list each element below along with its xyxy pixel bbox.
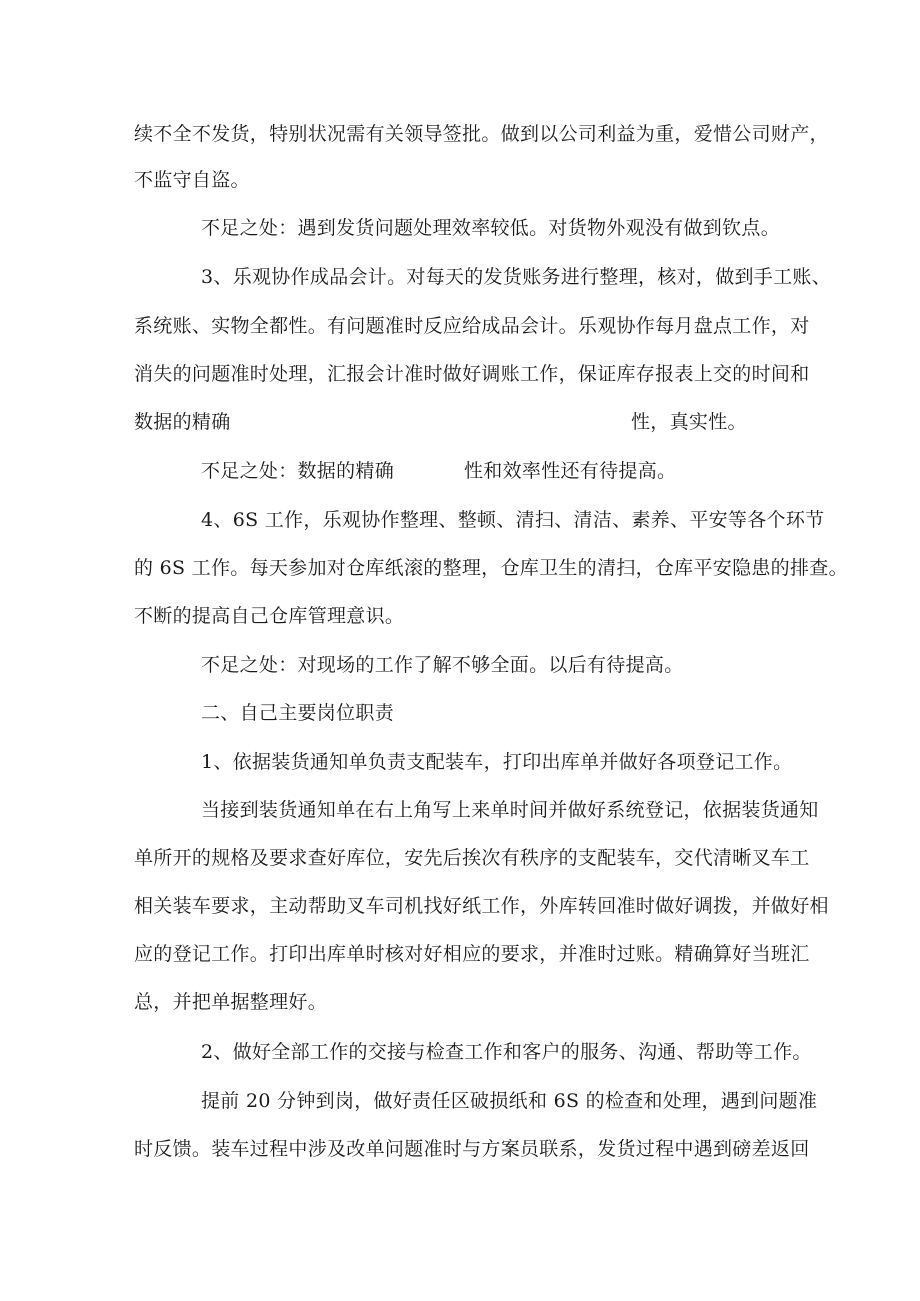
paragraph-line: 的 6S 工作。每天参加对仓库纸滚的整理，仓库卫生的清扫，仓库平安隐患的排查。: [134, 557, 848, 579]
paragraph-fragment: 性和效率性还有待提高。: [464, 460, 677, 482]
paragraph-line: 2、做好全部工作的交接与检查工作和客户的服务、沟通、帮助等工作。: [201, 1041, 812, 1063]
paragraph-line: 3、乐观协作成品会计。对每天的发货账务进行整理，核对，做到手工账、: [201, 266, 831, 288]
paragraph-fragment: 不足之处：数据的精确: [201, 460, 395, 482]
paragraph-line: 总，并把单据整理好。: [134, 991, 328, 1013]
paragraph-line: 续不全不发货，特别状况需有关领导签批。做到以公司利益为重，爱惜公司财产，: [134, 123, 829, 145]
section-heading: 二、自己主要岗位职责: [201, 702, 395, 724]
paragraph-line: 系统账、实物全都性。有问题准时反应给成品会计。乐观协作每月盘点工作，对: [134, 315, 810, 337]
paragraph-line: 提前 20 分钟到岗，做好责任区破损纸和 6S 的检查和处理，遇到问题准: [201, 1090, 818, 1112]
paragraph-line: 应的登记工作。打印出库单时核对好相应的要求，并准时过账。精确算好当班汇: [134, 943, 810, 965]
paragraph-fragment: 性，真实性。: [631, 411, 747, 433]
paragraph-line: 相关装车要求，主动帮助叉车司机找好纸工作，外库转回准时做好调拨，并做好相: [134, 895, 829, 917]
paragraph-fragment: 数据的精确: [134, 411, 231, 433]
paragraph-line: 1、依据装货通知单负责支配装车，打印出库单并做好各项登记工作。: [201, 751, 793, 773]
paragraph-line: 单所开的规格及要求查好库位，安先后挨次有秩序的支配装车，交代清晰叉车工: [134, 847, 810, 869]
paragraph-line: 消失的问题准时处理，汇报会计准时做好调账工作，保证库存报表上交的时间和: [134, 363, 810, 385]
paragraph-line: 当接到装货通知单在右上角写上来单时间并做好系统登记，依据装货通知: [201, 799, 819, 821]
paragraph-line: 不足之处：遇到发货问题处理效率较低。对货物外观没有做到钦点。: [201, 217, 781, 239]
paragraph-line: 时反馈。装车过程中涉及改单问题准时与方案员联系，发货过程中遇到磅差返回: [134, 1138, 810, 1160]
paragraph-line: 不监守自盗。: [134, 169, 250, 191]
paragraph-line: 不足之处：对现场的工作了解不够全面。以后有待提高。: [201, 654, 684, 676]
paragraph-line: 不断的提高自己仓库管理意识。: [134, 605, 405, 627]
paragraph-line: 4、6S 工作，乐观协作整理、整顿、清扫、清洁、素养、平安等各个环节: [201, 509, 825, 531]
